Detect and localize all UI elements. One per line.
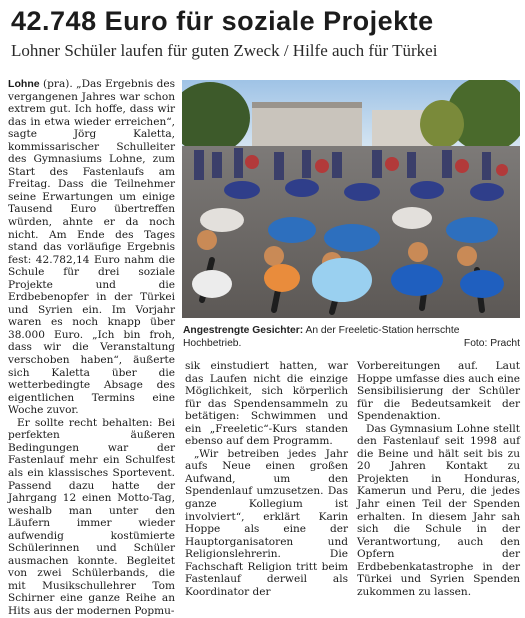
paragraph: Er sollte recht behalten: Bei perfekten äußeren Bedingungen war der Fastenlauf mehr ein Schulfest als ein klassisches Sportevent. Passend dazu hatte der Jahrgang 12 einen Motto-Tag, weshalb man unter den Läufern immer wieder aufwendig kostümierte Schülerinnen und Schüler ausmachen konnte. Begleitet von zwei Schülerbands, die mit Musikschullehrer Tom Schirner eine ganze Reihe an Hits aus der modernen Popmu- <box>8 416 175 617</box>
article-column-1 <box>8 78 175 618</box>
photo-caption <box>183 325 520 350</box>
dateline: Lohne <box>8 78 40 90</box>
caption-label: Angestrengte Gesichter: <box>183 325 304 336</box>
article-photo <box>182 80 520 318</box>
article-column-3 <box>357 360 520 598</box>
paragraph: (pra). „Das Ergebnis des vergangenen Jahres war schon extrem gut. Ich hoffe, dass wir das in etwa wieder erreichen“, sagte Jörg Kaletta, kommissarischer Schulleiter des Gymnasiums Lohne, zum Start des Fastenlaufs am Freitag. Dass die Teilnehmer seine Erwartungen um einige Tausend Euro übertreffen würden, ahnte er da noch nicht. Am Ende des Tages stand das vorläufige Ergebnis fest: 42.782,14 Euro nahm die Schule für drei soziale Projekte und die Erdbebenopfer in der Türkei und Syrien ein. Im Vorjahr waren es noch knapp über 38.000 Euro. „Ich bin froh, dass wir die Veranstaltung verschoben haben“, äußerte sich Kaletta über die wetterbedingte Absage des eigentlichen Termins eine Woche zuvor. <box>8 78 175 417</box>
headline: 42.748 Euro für soziale Projekte <box>11 6 434 36</box>
photo-credit: Foto: Pracht <box>463 337 520 349</box>
paragraph: Vorbereitungen auf. Laut Hoppe umfasse dies auch eine Sensibilisierung der Schüler für die Bedeutsamkeit der Spendenaktion. <box>357 360 520 423</box>
paragraph: „Wir betreiben jedes Jahr aufs Neue einen großen Aufwand, um den Spendenlauf umzusetzen. Das ganze Kollegium ist involviert“, erklärt Karin Hoppe als eine der Hauptorganisatoren und Religionslehrerin. Die Fachschaft Religion tritt beim Fastenlauf derweil als Koordinator der <box>185 447 348 598</box>
paragraph: Das Gymnasium Lohne stellt den Fastenlauf seit 1998 auf die Beine und hält seit bis zu 20 Jahren Kontakt zu Projekten in Honduras, Kamerun und Peru, die jedes Jahr einen Teil der Spenden erhalten. In diesem Jahr sah sich die Schule in der Verantwortung, auch den Opfern der Erdbebenkatastrophe in der Türkei und Syrien Spenden zukommen zu lassen. <box>357 422 520 598</box>
article-column-2 <box>185 360 348 598</box>
paragraph: sik einstudiert hatten, war das Laufen nicht die einzige Möglichkeit, sich körperlich für das Spendensammeln zu betätigen: Schwimmen und ein „Freeletic“-Kurs standen ebenso auf dem Programm. <box>185 360 348 448</box>
photo-runners-exercising <box>182 80 520 318</box>
caption-text: An der Freeletic-Station herrschte Hochbetrieb. <box>183 325 460 349</box>
subheadline: Lohner Schüler laufen für guten Zweck / Hilfe auch für Türkei <box>11 41 438 60</box>
